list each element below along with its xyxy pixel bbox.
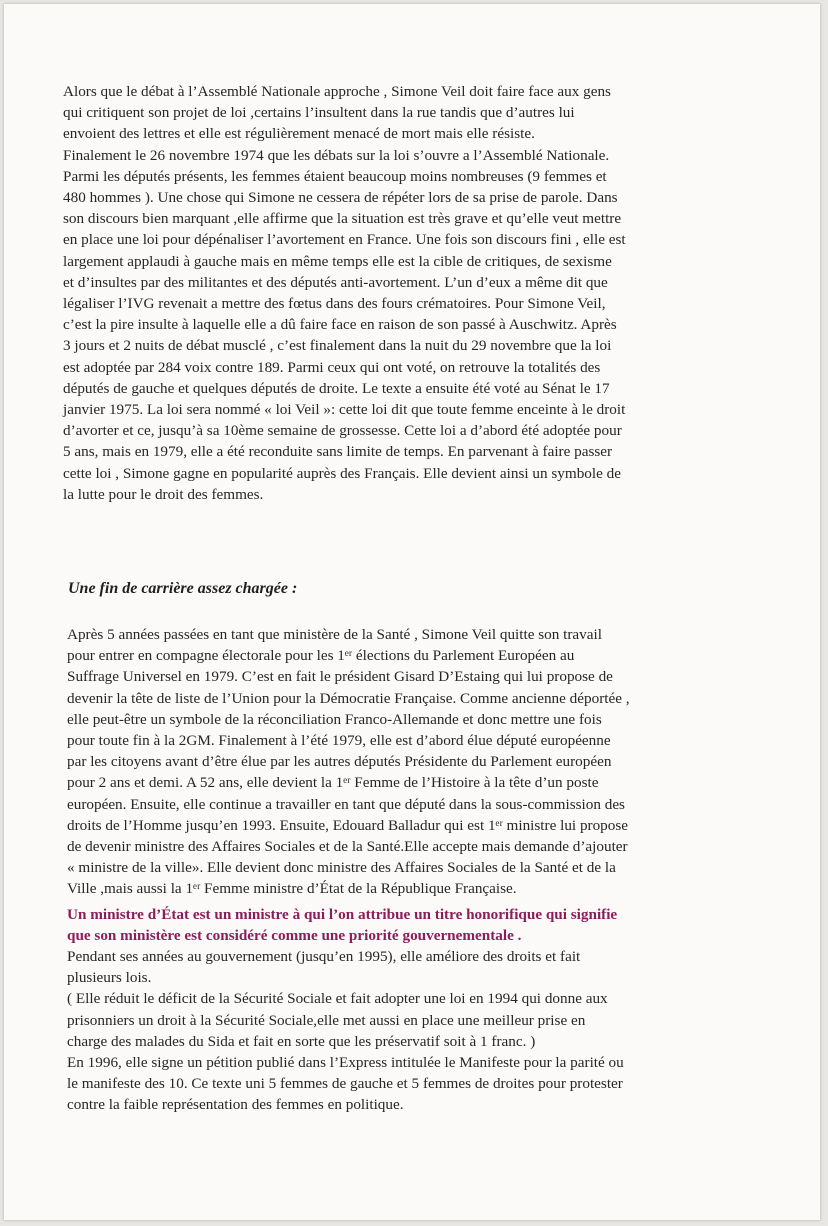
paragraph-fin-de-carriere: Après 5 années passées en tant que ministère de la Santé , Simone Veil quitte son travail pour entrer en compagne électorale pour les 1ᵉʳ élections du Parlement Européen au Suffrage Universel en 1979. C’est en fait le président Gisard D’Estaing qui lui propose de devenir la tête de liste de l’Union pour la Démocratie Française. Comme ancienne déportée , elle peut-être un symbole de la réconciliation Franco-Allemande et donc mettre une fois pour toute fin à la 2GM. Finalement à l’été 1979, elle est d’abord élue député européenne par les citoyens avant d’être élue par les autres députés Présidente du Parlement européen pour 2 ans et demi. A 52 ans, elle devient la 1ᵉʳ Femme de l’Histoire à la tête d’un poste européen. Ensuite, elle continue a travailler en tant que député dans la sous-commission des droits de l’Homme jusqu’en 1993. Ensuite, Edouard Balladur qui est 1ᵉʳ ministre lui propose de devenir ministre des Affaires Sociales et de la Santé.Elle accepte mais demande d’ajouter « ministre de la ville». Elle devient donc ministre des Affaires Sociales de la Santé et de la Ville ,mais aussi la 1ᵉʳ Femme ministre d’État de la République Française. (67, 626, 630, 898)
section-heading: Une fin de carrière assez chargée : (68, 580, 298, 597)
paragraph-loi-veil: Alors que le débat à l’Assemblé Nationale approche , Simone Veil doit faire face aux gens qui critiquent son projet de loi ,certains l’insultent dans la rue tandis que d’autres lui envoient des lettres et elle est régulièrement menacé de mort mais elle résiste. Finalement le 26 novembre 1974 que les débats sur la loi s’ouvre a l’Assemblé Nationale. Parmi les députés présents, les femmes étaient beaucoup moins nombreuses (9 femmes et 480 hommes ). Une chose qui Simone ne cessera de répéter lors de sa prise de parole. Dans son discours bien marquant ,elle affirme que la situation est très grave et qu’elle veut mettre en place une loi pour dépénaliser l’avortement en France. Une fois son discours fini , elle est largement applaudi à gauche mais en même temps elle est la cible de critiques, de sexisme et d’insultes par des militantes et des députés anti-avortement. L’un d’eux a même dit que légaliser l’IVG revenait a mettre des fœtus dans des fours crématoires. Pour Simone Veil, c’est la pire insulte à laquelle elle a dû faire face en raison de son passé à Auschwitz. Après 3 jours et 2 nuits de débat musclé , c’est finalement dans la nuit du 29 novembre que la loi est adoptée par 284 voix contre 189. Parmi ceux qui ont voté, on retrouve la totalités des députés de gauche et quelques députés de droite. Le texte a ensuite été voté au Sénat le 17 janvier 1975. La loi sera nommé « loi Veil »: cette loi dit que toute femme enceinte à le droit d’avorter et ce, jusqu’à sa 10ème semaine de grossesse. Cette loi a d’abord été adoptée pour 5 ans, mais en 1979, elle a été reconduite sans limite de temps. En parvenant à faire passer cette loi , Simone gagne en popularité auprès des Français. Elle devient ainsi un symbole de la lutte pour le droit des femmes. (63, 83, 626, 503)
paragraph-gouvernement: Pendant ses années au gouvernement (jusqu’en 1995), elle améliore des droits et fait plusieurs lois. ( Elle réduit le déficit de la Sécurité Sociale et fait adopter une loi en 1994 qui donne aux prisonniers un droit à la Sécurité Sociale,elle met aussi en place une meilleur prise en charge des malades du Sida et fait en sorte que les préservatif soit à 1 franc. ) En 1996, elle signe un pétition publié dans l’Express intitulée le Manifeste pour la parité ou le manifeste des 10. Ce texte uni 5 femmes de gauche et 5 femmes de droites pour protester contre la faible représentation des femmes en politique. (67, 948, 624, 1114)
highlight-definition-ministre-etat: Un ministre d’État est un ministre à qui l’on attribue un titre honorifique qui signifie que son ministère est considéré comme une priorité gouvernementale . (67, 906, 618, 945)
